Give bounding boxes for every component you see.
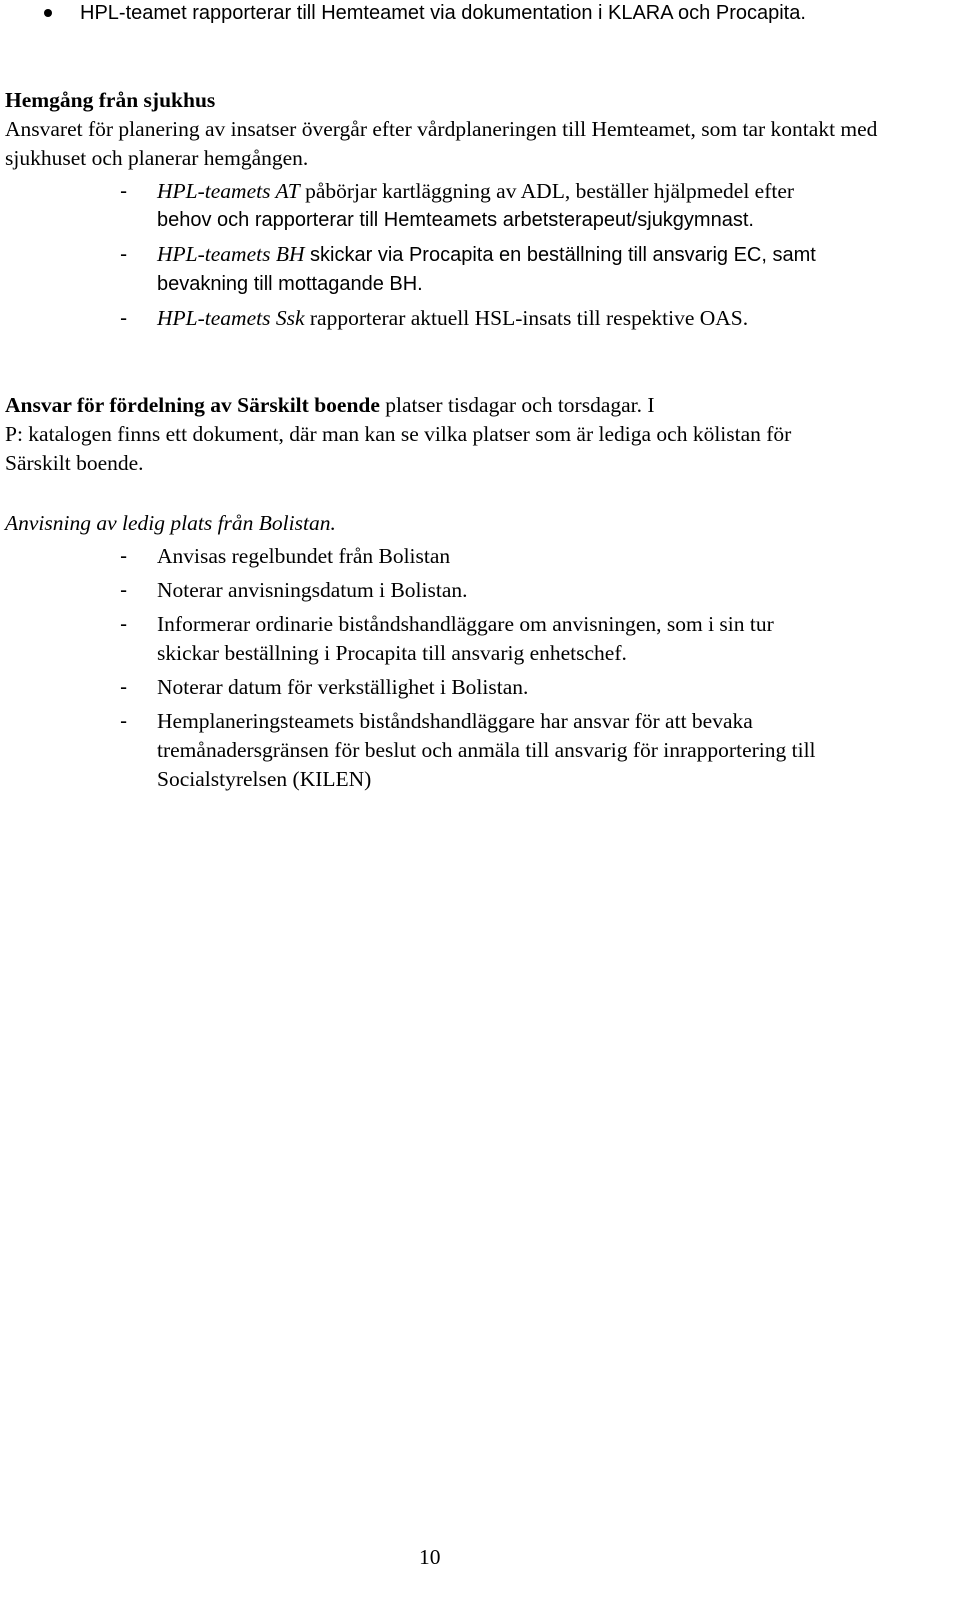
top-bullet-item [0, 0, 940, 26]
section-hemgang-heading: Hemgång från sjukhus [5, 88, 216, 112]
dash-marker: - [120, 544, 128, 568]
list-item [5, 610, 940, 668]
list-item [5, 304, 940, 333]
section-hemgang [5, 86, 940, 338]
dash-marker: - [120, 179, 128, 203]
dash-marker: - [120, 709, 128, 733]
list-item-line [157, 177, 940, 206]
list-item-text: påbörjar kartläggning av ADL, beställer hjälpmedel efter [299, 179, 795, 203]
section-anvisning-heading: Anvisning av ledig plats från Bolistan. [5, 511, 336, 535]
section-sarskilt-boende [5, 391, 940, 478]
list-item-text: Informerar ordinarie biståndshandläggare om anvisningen, som i sin tur [157, 612, 774, 636]
list-item-lead: HPL-teamets BH [157, 242, 305, 266]
list-item-text: Anvisas regelbundet från Bolistan [157, 544, 451, 568]
list-item [5, 576, 940, 605]
list-item-text-continued: skickar beställning i Procapita till ansvarig enhetschef. [157, 641, 627, 665]
bullet-dot-icon [44, 9, 52, 17]
list-item [5, 240, 940, 299]
list-item-lead: HPL-teamets Ssk [157, 306, 305, 330]
list-item-text-continued: Socialstyrelsen (KILEN) [157, 767, 372, 791]
dash-marker: - [120, 242, 128, 266]
dash-marker: - [120, 306, 128, 330]
section-hemgang-list [5, 177, 940, 333]
section-anvisning [5, 509, 940, 799]
list-item-text: rapporterar aktuell HSL-insats till respektive OAS. [304, 306, 749, 330]
list-item-lead: HPL-teamets AT [157, 179, 300, 203]
section-sarskilt-text-line2: P: katalogen finns ett dokument, där man kan se vilka platser som är lediga och kölistan för [5, 422, 792, 446]
list-item-text: Noterar datum för verkställighet i Bolistan. [157, 675, 529, 699]
section-sarskilt-heading: Ansvar för fördelning av Särskilt boende [5, 393, 380, 417]
list-item-text-continued: behov och rapporterar till Hemteamets arbetsterapeut/sjukgymnast. [157, 209, 754, 231]
list-item-text-continued: bevakning till mottagande BH. [157, 273, 423, 295]
section-hemgang-body: Ansvaret för planering av insatser övergår efter vårdplaneringen till Hemteamet, som tar kontakt med sjukhuset och planerar hemgången. [5, 117, 878, 170]
list-item-text: skickar via Procapita en beställning till ansvarig EC, samt [304, 244, 816, 266]
section-sarskilt-line [5, 391, 940, 420]
list-item-text: Hemplaneringsteamets biståndshandläggare har ansvar för att bevaka [157, 709, 753, 733]
list-item [5, 673, 940, 702]
dash-marker: - [120, 612, 128, 636]
list-item [5, 177, 940, 235]
section-anvisning-list [5, 542, 940, 794]
list-item-text-continued: tremånadersgränsen för beslut och anmäla till ansvarig för inrapportering till [157, 738, 816, 762]
page-number: 10 [419, 1545, 441, 1569]
list-item-text: Noterar anvisningsdatum i Bolistan. [157, 578, 468, 602]
list-item [5, 542, 940, 571]
top-bullet-text: HPL-teamet rapporterar till Hemteamet via dokumentation i KLARA och Procapita. [80, 2, 806, 24]
dash-marker: - [120, 578, 128, 602]
section-sarskilt-text: platser tisdagar och torsdagar. I [379, 393, 655, 417]
list-item [5, 707, 940, 794]
list-item-line [157, 304, 940, 333]
list-item-line [157, 240, 940, 270]
dash-marker: - [120, 675, 128, 699]
section-sarskilt-text-line3: Särskilt boende. [5, 451, 144, 475]
